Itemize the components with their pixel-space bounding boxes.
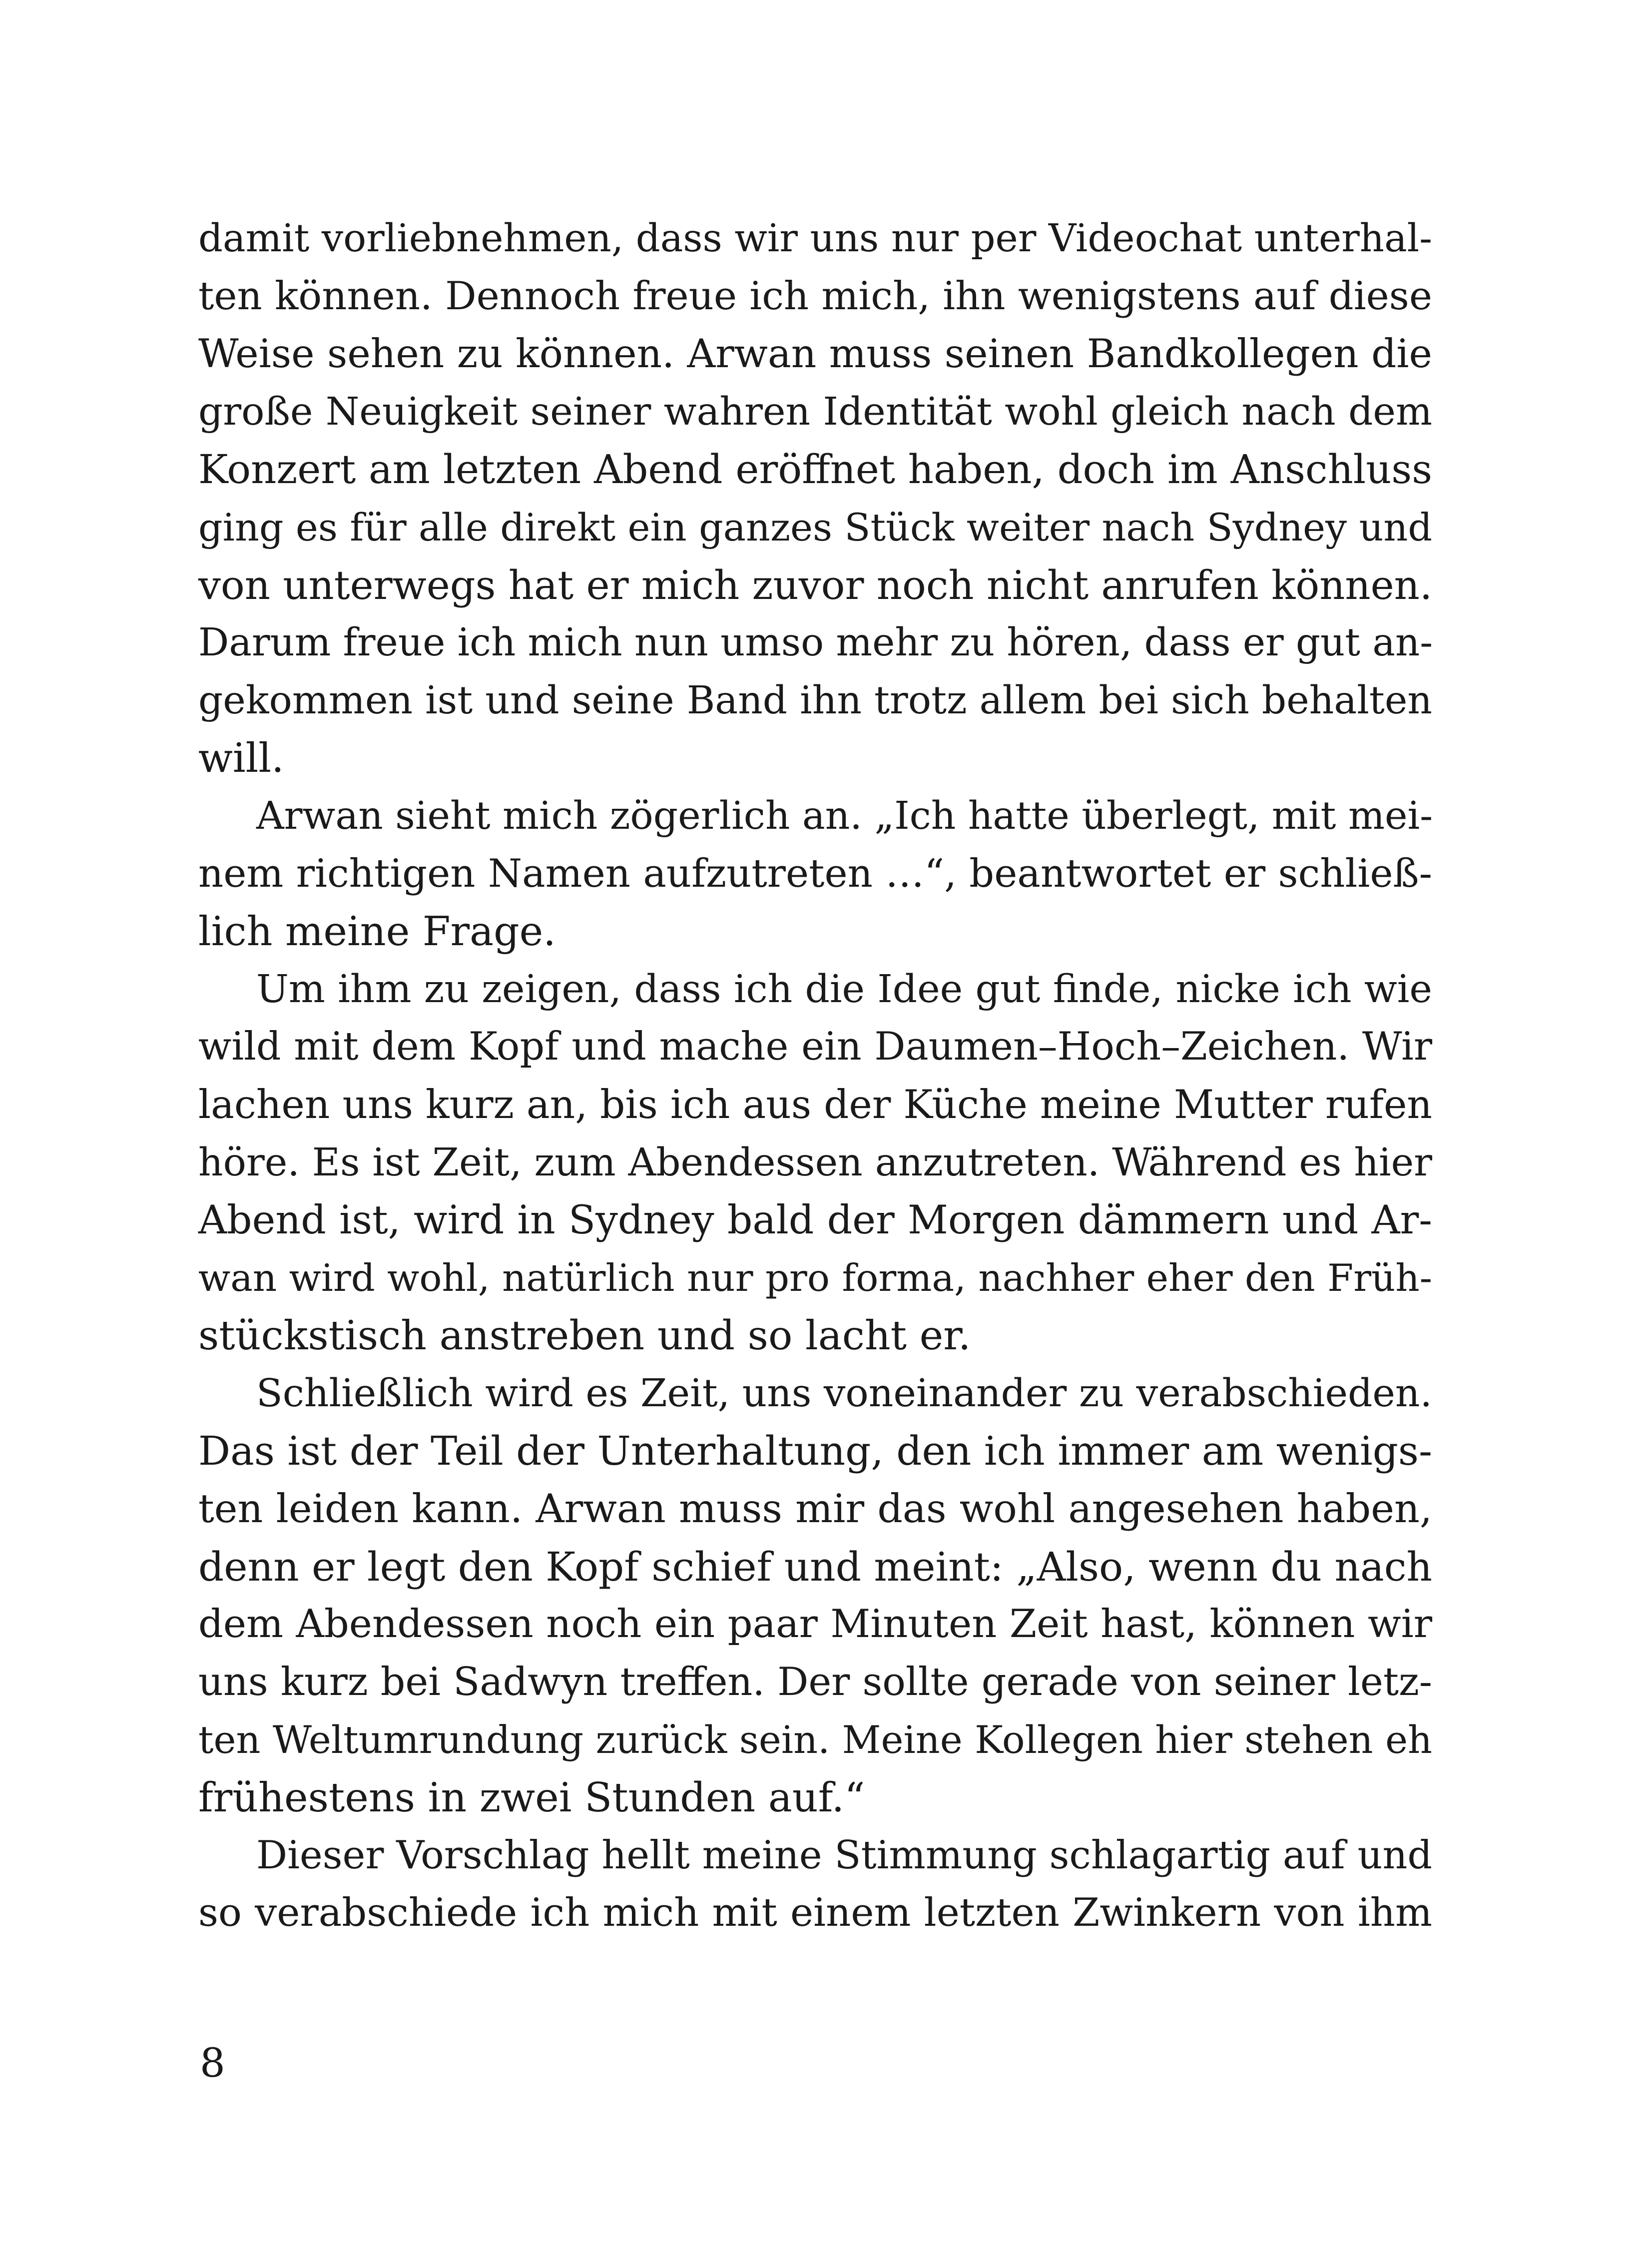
text-line: wild mit dem Kopf und mache ein Daumen–Hoch–Zeichen. Wir bbox=[198, 1024, 1432, 1070]
text-line: Darum freue ich mich nun umso mehr zu hören, dass er gut an- bbox=[198, 620, 1433, 665]
text-line: frühestens in zwei Stunden auf.“ bbox=[198, 1774, 865, 1821]
text-line: uns kurz bei Sadwyn treffen. Der sollte gerade von seiner letz- bbox=[198, 1659, 1432, 1704]
text-line: Um ihm zu zeigen, dass ich die Idee gut finde, nicke ich wie bbox=[256, 967, 1432, 1012]
text-line: Weise sehen zu können. Arwan muss seinen Bandkollegen die bbox=[198, 331, 1432, 377]
text-line: will. bbox=[198, 734, 284, 782]
text-line: dem Abendessen noch ein paar Minuten Zeit hast, können wir bbox=[198, 1602, 1432, 1647]
text-line: nem richtigen Namen aufzutreten …“, beantwortet er schließ- bbox=[198, 851, 1432, 896]
text-line: ten können. Dennoch freue ich mich, ihn wenigstens auf diese bbox=[198, 273, 1432, 319]
text-line: Schließlich wird es Zeit, uns voneinander zu verabschieden. bbox=[256, 1371, 1432, 1416]
text-line: gekommen ist und seine Band ihn trotz allem bei sich behalten bbox=[198, 678, 1432, 723]
text-line: ging es für alle direkt ein ganzes Stück weiter nach Sydney und bbox=[198, 505, 1432, 550]
text-line: ten leiden kann. Arwan muss mir das wohl angesehen haben, bbox=[198, 1486, 1432, 1532]
page-number: 8 bbox=[200, 2040, 225, 2086]
text-line: von unterwegs hat er mich zuvor noch nicht anrufen können. bbox=[198, 561, 1433, 608]
text-line: stückstisch anstreben und so lacht er. bbox=[198, 1312, 971, 1359]
text-line: Konzert am letzten Abend eröffnet haben, doch im Anschluss bbox=[198, 446, 1432, 493]
text-line: Dieser Vorschlag hellt meine Stimmung schlagartig auf und bbox=[256, 1832, 1432, 1878]
text-line: höre. Es ist Zeit, zum Abendessen anzutreten. Während es hier bbox=[198, 1140, 1432, 1185]
text-line: Arwan sieht mich zögerlich an. „Ich hatte überlegt, mit mei- bbox=[256, 793, 1433, 838]
text-line: damit vorliebnehmen, dass wir uns nur per Videochat unterhal- bbox=[198, 216, 1432, 261]
text-line: wan wird wohl, natürlich nur pro forma, nachher eher den Früh- bbox=[198, 1255, 1432, 1300]
text-line: so verabschiede ich mich mit einem letzten Zwinkern von ihm bbox=[198, 1890, 1432, 1936]
text-line: lich meine Frage. bbox=[198, 908, 556, 955]
text-line: ten Weltumrundung zurück sein. Meine Kollegen hier stehen eh bbox=[198, 1717, 1432, 1762]
text-line: große Neuigkeit seiner wahren Identität wohl gleich nach dem bbox=[198, 389, 1432, 434]
text-line: denn er legt den Kopf schief und meint: „Also, wenn du nach bbox=[198, 1543, 1433, 1590]
text-line: Abend ist, wird in Sydney bald der Morgen dämmern und Ar- bbox=[198, 1197, 1432, 1243]
text-line: Das ist der Teil der Unterhaltung, den ich immer am wenigs- bbox=[198, 1428, 1432, 1475]
text-line: lachen uns kurz an, bis ich aus der Küche meine Mutter rufen bbox=[198, 1081, 1432, 1127]
body-text bbox=[198, 210, 1433, 1936]
